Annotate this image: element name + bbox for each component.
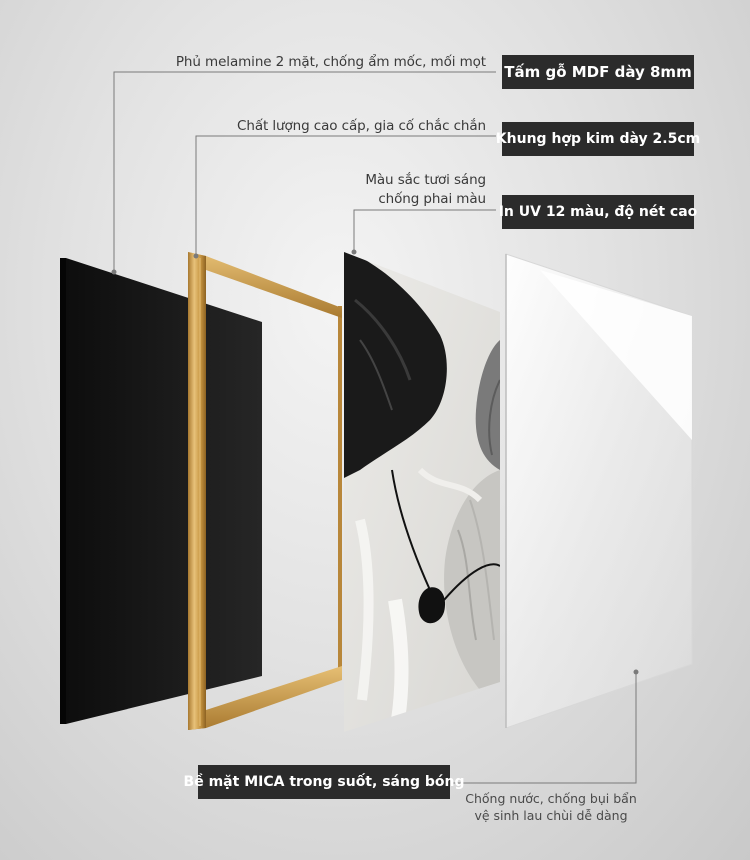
mica-label: Bề mặt MICA trong suốt, sáng bóng (198, 765, 450, 799)
frame-label: Khung hợp kim dày 2.5cm (502, 122, 694, 156)
mica-note-line2: vệ sinh lau chùi dễ dàng (474, 808, 628, 823)
mdf-label: Tấm gỗ MDF dày 8mm (502, 55, 694, 89)
mdf-note: Phủ melamine 2 mặt, chống ẩm mốc, mối mọt (175, 54, 486, 70)
print-label: In UV 12 màu, độ nét cao (502, 195, 694, 229)
frame-note: Chất lượng cao cấp, gia cố chắc chắn (237, 118, 486, 134)
uv-print-canvas (340, 248, 500, 732)
print-note-line2: chống phai màu (378, 191, 486, 207)
mica-note-line1: Chống nước, chống bụi bẩn (465, 791, 637, 806)
mica-layer (506, 254, 692, 728)
print-note-line1: Màu sắc tươi sáng (365, 172, 486, 188)
mdf-board (60, 258, 262, 724)
